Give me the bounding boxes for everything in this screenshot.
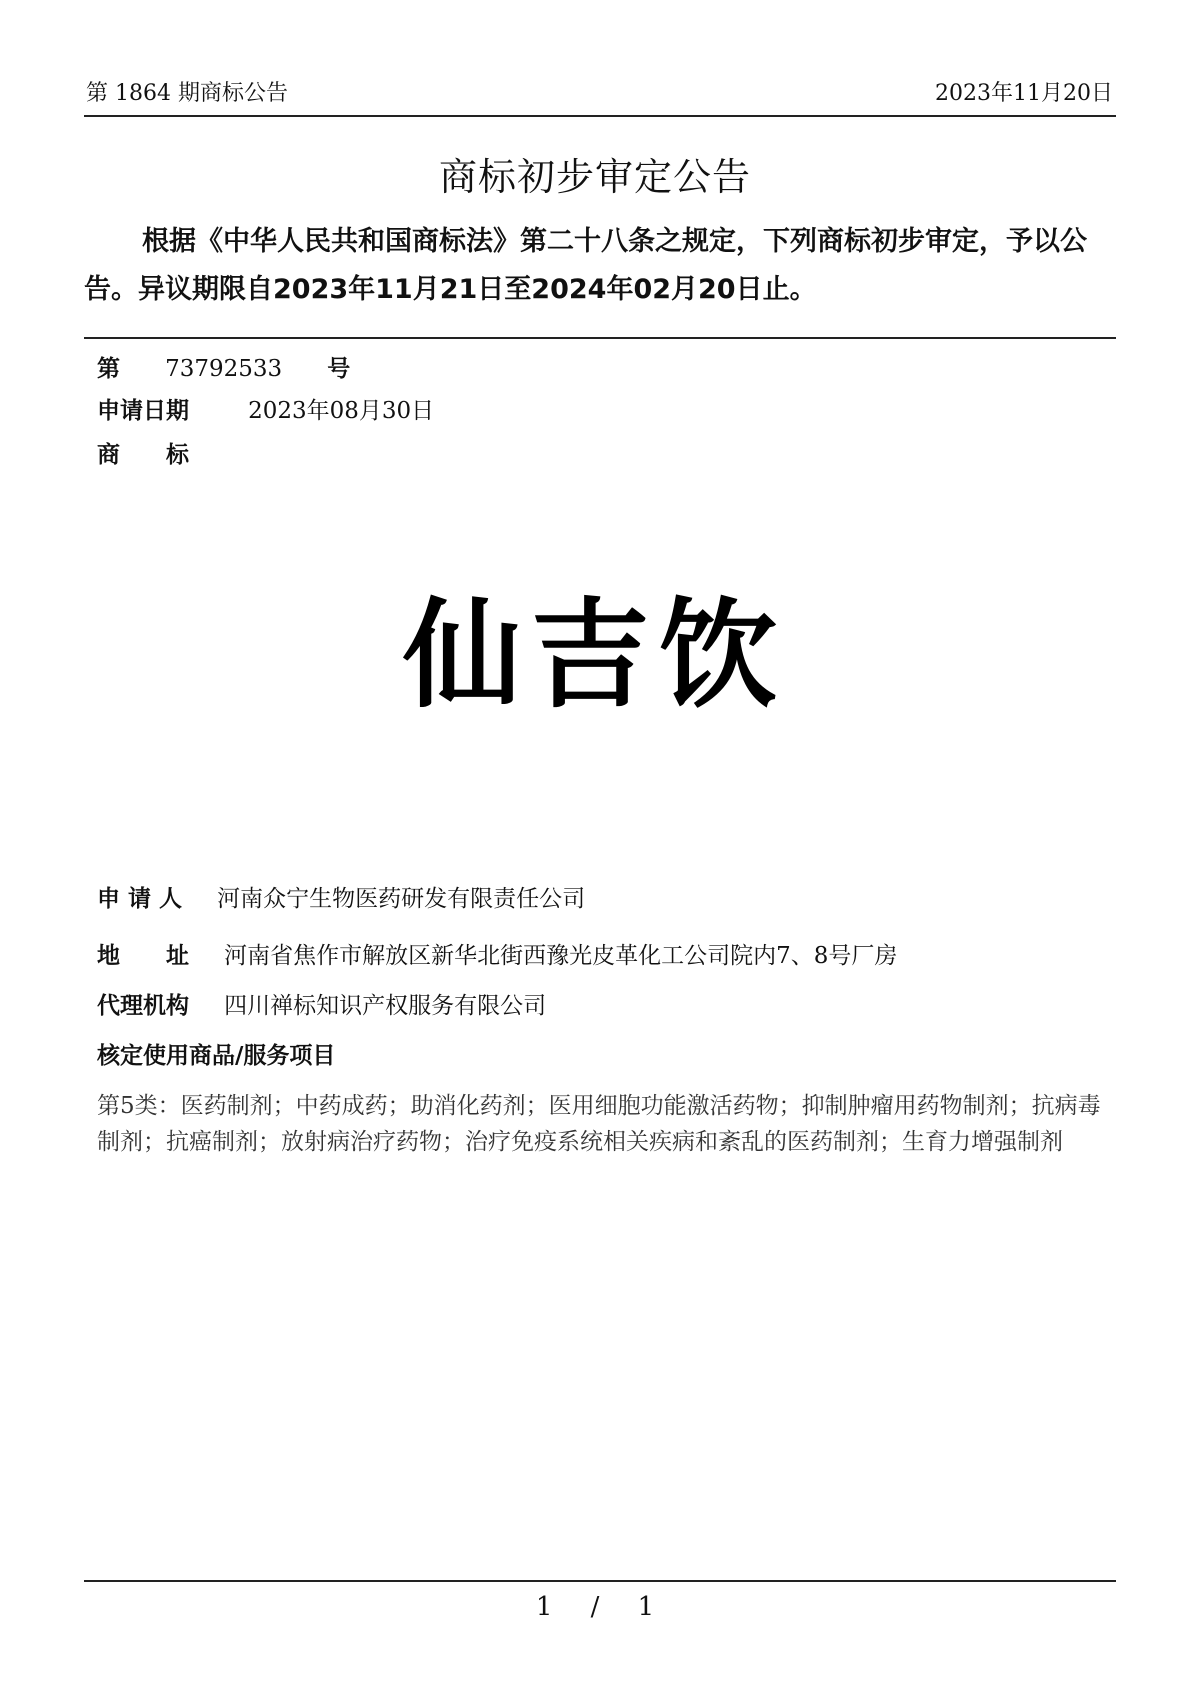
trademark-label: 商 标 xyxy=(97,442,189,468)
applicant-row xyxy=(97,880,585,913)
goods-list: 第5类：医药制剂；中药成药；助消化药剂；医用细胞功能激活药物；抑制肿瘤用药物制剂；抗病毒制剂；抗癌制剂；放射病治疗药物；治疗免疫系统相关疾病和紊乱的医药制剂；生育力增强制剂 xyxy=(97,1093,1101,1155)
agency-row xyxy=(97,987,546,1020)
trademark-image: 仙吉饮 xyxy=(402,586,787,724)
address-label: 地 址 xyxy=(97,943,189,969)
applicant-label: 申 请 人 xyxy=(97,886,183,912)
application-date: 2023年08月30日 xyxy=(248,398,435,424)
goods-label: 核定使用商品/服务项目 xyxy=(97,1043,336,1069)
issue-date: 2023年11月20日 xyxy=(935,81,1113,106)
agency-value: 四川禅标知识产权服务有限公司 xyxy=(224,993,547,1019)
registration-number: 73792533 xyxy=(165,356,283,382)
number-prefix: 第 xyxy=(97,356,120,382)
page-title: 商标初步审定公告 xyxy=(438,155,751,199)
issue-number: 第 1864 期商标公告 xyxy=(86,81,288,106)
application-date-label: 申请日期 xyxy=(97,398,189,424)
agency-label: 代理机构 xyxy=(97,993,189,1019)
intro-paragraph: 根据《中华人民共和国商标法》第二十八条之规定，下列商标初步审定，予以公告。异议期限自2023年11月21日至2024年02月20日止。 xyxy=(84,226,1087,305)
application-date-row xyxy=(97,392,434,425)
section-divider xyxy=(84,337,1116,339)
address-row xyxy=(97,937,897,970)
address-value: 河南省焦作市解放区新华北街西豫光皮革化工公司院内7、8号厂房 xyxy=(224,943,898,969)
footer-divider xyxy=(84,1580,1116,1582)
number-suffix: 号 xyxy=(327,356,351,382)
page-number: 1 / 1 xyxy=(535,1592,655,1622)
header-divider xyxy=(84,115,1116,117)
applicant-name: 河南众宁生物医药研发有限责任公司 xyxy=(217,886,586,912)
registration-number-row xyxy=(97,350,350,383)
